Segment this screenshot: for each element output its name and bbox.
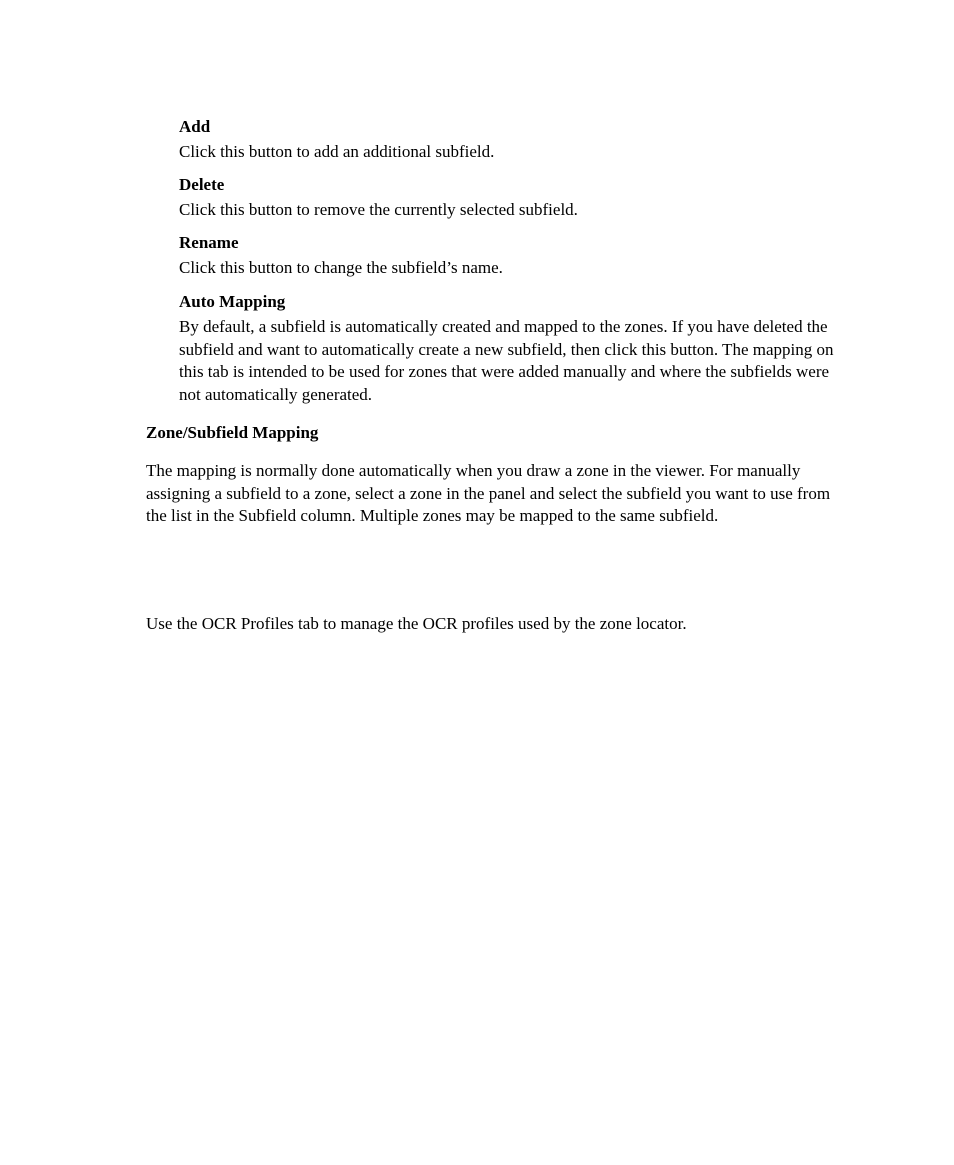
term-delete: Delete xyxy=(179,175,225,194)
section-heading-zone-subfield-mapping: Zone/Subfield Mapping xyxy=(146,423,319,442)
term-add: Add xyxy=(179,117,211,136)
term-rename: Rename xyxy=(179,233,239,252)
description-delete: Click this button to remove the currently selected subfield. xyxy=(179,200,578,219)
description-rename: Click this button to change the subfield’s name. xyxy=(179,258,503,277)
description-add: Click this button to add an additional subfield. xyxy=(179,142,495,161)
term-auto-mapping: Auto Mapping xyxy=(179,292,286,311)
paragraph-zone-subfield-mapping: The mapping is normally done automatically when you draw a zone in the viewer. For manually assigning a subfield to a zone, select a zone in the panel and select the subfield you want to use from the list in the Subfield column. Multiple zones may be mapped to the same subfield. xyxy=(146,461,831,526)
paragraph-ocr-profiles: Use the OCR Profiles tab to manage the OCR profiles used by the zone locator. xyxy=(146,614,687,633)
description-auto-mapping: By default, a subfield is automatically created and mapped to the zones. If you have deleted the subfield and want to automatically create a new subfield, then click this button. The mapping on this tab is intended to be used for zones that were added manually and where the subfields were not automatically generated. xyxy=(179,317,834,405)
